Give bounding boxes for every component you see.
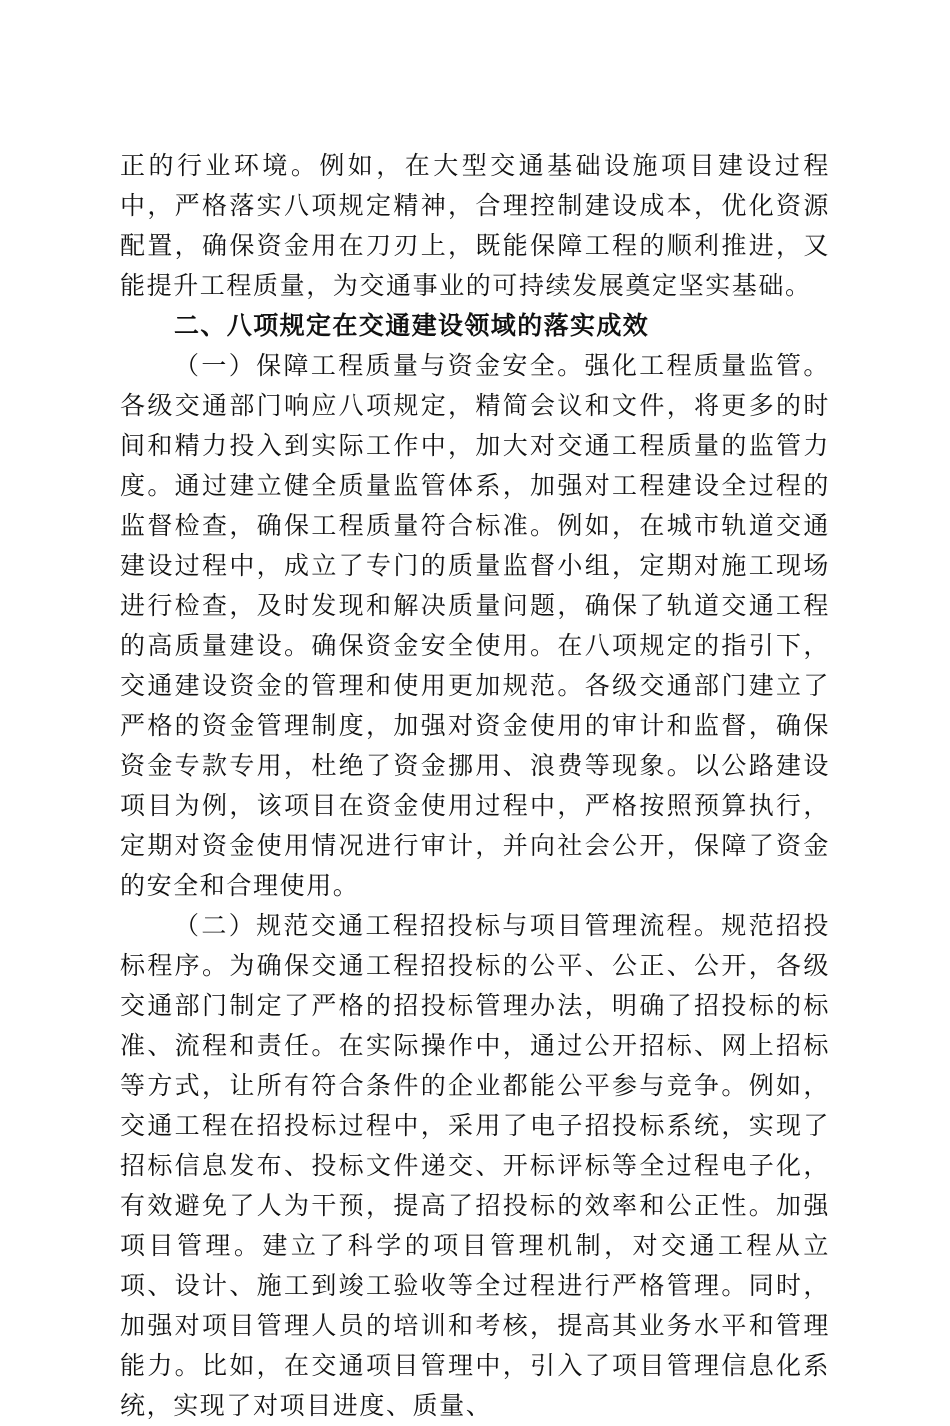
continuation-paragraph: 正的行业环境。例如，在大型交通基础设施项目建设过程中，严格落实八项规定精神，合理控制建设成本，优化资源配置，确保资金用在刀刃上，既能保障工程的顺利推进，又能提升工程质量，为交通事业的可持续发展奠定坚实基础。 — [120, 151, 830, 300]
body-paragraph-1: （一）保障工程质量与资金安全。强化工程质量监管。各级交通部门响应八项规定，精简会议和文件，将更多的时间和精力投入到实际工作中，加大对交通工程质量的监管力度。通过建立健全质量监管体系，加强对工程建设全过程的监督检查，确保工程质量符合标准。例如，在城市轨道交通建设过程中，成立了专门的质量监督小组，定期对施工现场进行检查，及时发现和解决质量问题，确保了轨道交通工程的高质量建设。确保资金安全使用。在八项规定的指引下，交通建设资金的管理和使用更加规范。各级交通部门建立了严格的资金管理制度，加强对资金使用的审计和监督，确保资金专款专用，杜绝了资金挪用、浪费等现象。以公路建设项目为例，该项目在资金使用过程中，严格按照预算执行，定期对资金使用情况进行审计，并向社会公开，保障了资金的安全和合理使用。 — [120, 351, 830, 900]
document-body — [120, 146, 830, 1426]
body-paragraph-2: （二）规范交通工程招投标与项目管理流程。规范招投标程序。为确保交通工程招投标的公平、公正、公开，各级交通部门制定了严格的招投标管理办法，明确了招投标的标准、流程和责任。在实际操作中，通过公开招标、网上招标等方式，让所有符合条件的企业都能公平参与竞争。例如，交通工程在招投标过程中，采用了电子招投标系统，实现了招标信息发布、投标文件递交、开标评标等全过程电子化，有效避免了人为干预，提高了招投标的效率和公正性。加强项目管理。建立了科学的项目管理机制，对交通工程从立项、设计、施工到竣工验收等全过程进行严格管理。同时，加强对项目管理人员的培训和考核，提高其业务水平和管理能力。比如，在交通项目管理中，引入了项目管理信息化系统，实现了对项目进度、质量、 — [120, 911, 830, 1420]
section-heading: 二、八项规定在交通建设领域的落实成效 — [174, 311, 650, 340]
